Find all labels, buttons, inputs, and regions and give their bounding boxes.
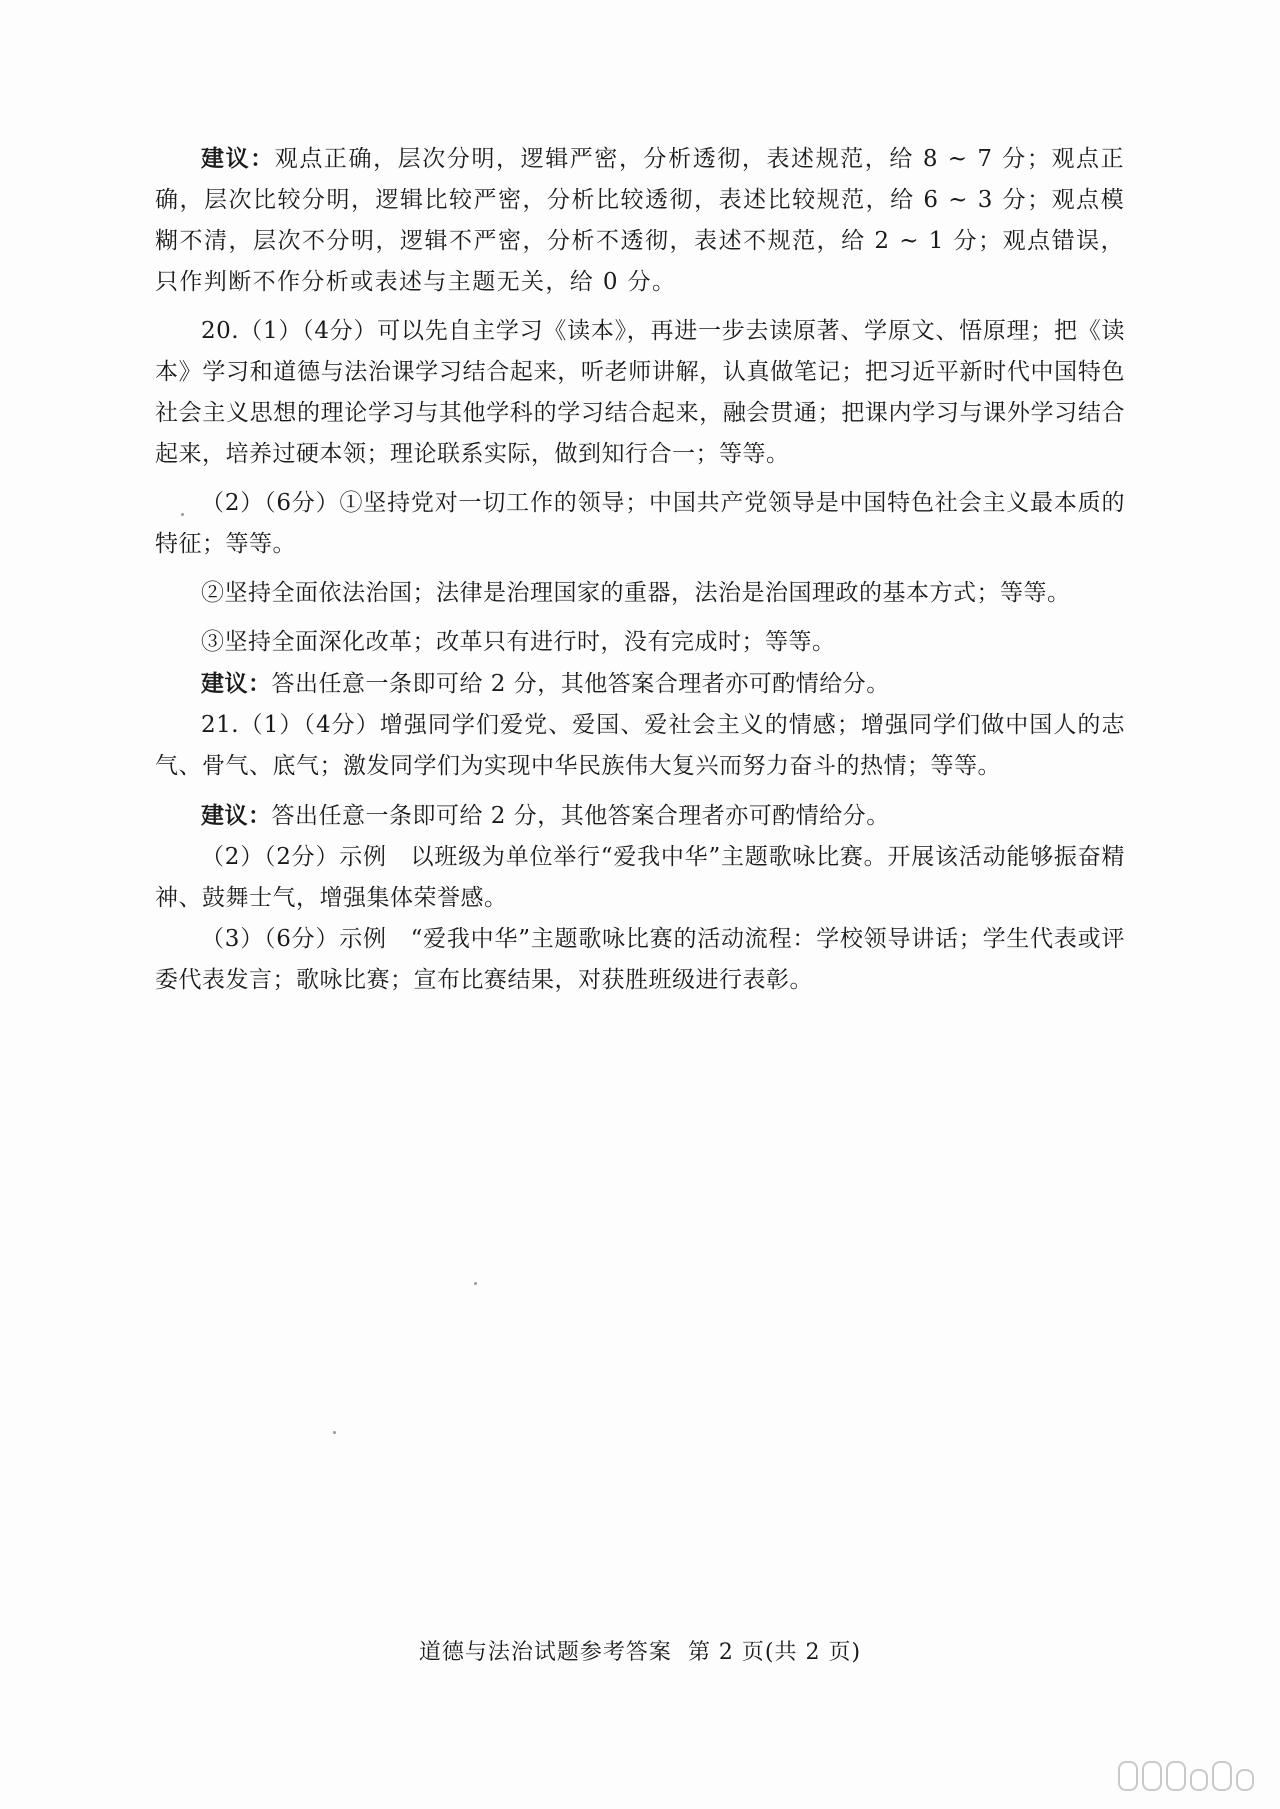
advice-tag: 建议： [201,145,275,172]
footer-title: 道德与法治试题参考答案 [418,1640,672,1665]
scan-speck [474,1282,477,1285]
scan-speck [181,513,184,516]
advice-text: 答出任意一条即可给 2 分，其他答案合理者亦可酌情给分。 [271,671,890,697]
footer-page-number: 第 2 页(共 2 页) [687,1640,862,1665]
scan-speck [333,1431,336,1434]
advice-tag: 建议： [201,802,272,829]
answer-q20-part1: 20.（1）（4分）可以先自主学习《读本》，再进一步去读原著、学原文、悟原理；把《读本》学习和道德与法治课学习结合起来，听老师讲解，认真做笔记；把习近平新时代中国特色社会主义思想的理论学习与其他学科的学习结合起来，融会贯通；把课内学习与课外学习结合起来，培养过硬本领；理论联系实际，做到知行合一；等等。 [155,318,1125,467]
advice-text: 观点正确，层次分明，逻辑严密，分析透彻，表述规范，给 8 ~ 7 分；观点正确，层次比较分明，逻辑比较严密，分析比较透彻，表述比较规范，给 6 ~ 3 分；观点模糊不清，层次不分明，逻辑不严密，分析不透彻，表述不规范，给 2 ~ 1 分；观点错误，只作判断不作分析或表述与主题无关，给 0 分。 [155,146,1126,295]
watermark-bar [1142,1761,1162,1791]
advice-paragraph-q19 [155,138,1125,303]
answer-q20-part2-point3: ③坚持全面深化改革；改革只有进行时，没有完成时；等等。 [201,629,836,655]
watermark-bar [1118,1761,1138,1791]
advice-paragraph-q20 [155,663,1125,705]
watermark-bar [1190,1769,1208,1791]
answer-content [155,138,1125,1001]
watermark-graphic [1118,1761,1254,1791]
answer-q20-part2-point1: （2）（6分）①坚持党对一切工作的领导；中国共产党领导是中国特色社会主义最本质的特征；等等。 [155,490,1125,557]
answer-q21-part1: 21.（1）（4分）增强同学们爱党、爱国、爱社会主义的情感；增强同学们做中国人的志气、骨气、底气；激发同学们为实现中华民族伟大复兴而努力奋斗的热情；等等。 [155,712,1125,779]
watermark-bar [1236,1769,1254,1791]
page-footer [0,1635,1280,1666]
watermark-bar [1166,1761,1186,1791]
advice-text: 答出任意一条即可给 2 分，其他答案合理者亦可酌情给分。 [271,803,890,829]
answer-q20-part2-point2: ②坚持全面依法治国；法律是治理国家的重器，法治是治国理政的基本方式；等等。 [201,580,1071,606]
advice-paragraph-q21 [155,795,1125,837]
answer-q21-part3: （3）（6分）示例 “爱我中华”主题歌咏比赛的活动流程：学校领导讲话；学生代表或评委代表发言；歌咏比赛；宣布比赛结果，对获胜班级进行表彰。 [155,926,1125,993]
advice-tag: 建议： [201,670,272,697]
answer-q21-part2: （2）（2分）示例 以班级为单位举行“爱我中华”主题歌咏比赛。开展该活动能够振奋精神、鼓舞士气，增强集体荣誉感。 [155,844,1125,911]
watermark-bar [1212,1761,1232,1791]
